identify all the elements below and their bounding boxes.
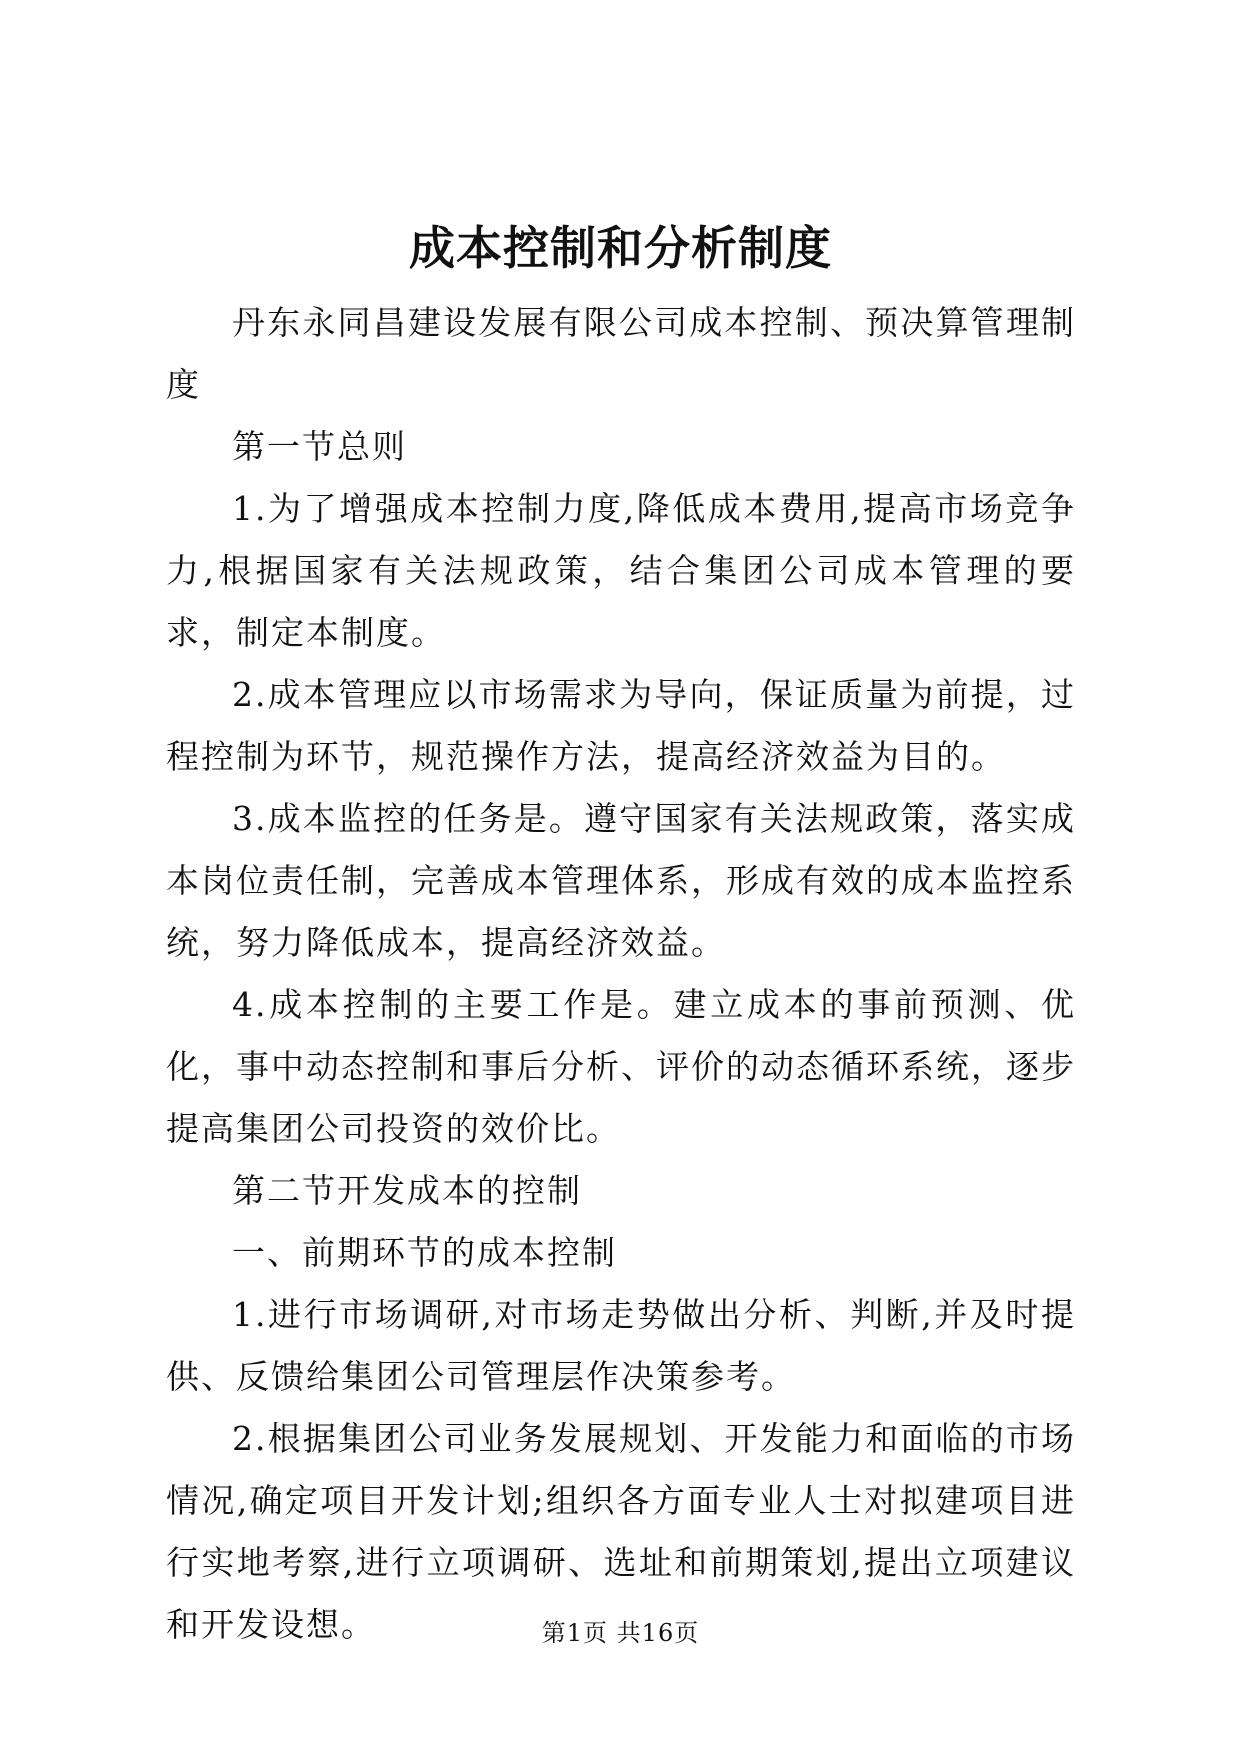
subsection-heading-1: 一、前期环节的成本控制 xyxy=(232,1233,617,1272)
document-title: 成本控制和分析制度 xyxy=(409,221,832,275)
document-body xyxy=(166,292,1076,1656)
paragraph-6: 2.根据集团公司业务发展规划、开发能力和面临的市场情况,确定项目开发计划;组织各方面专业人士对拟建项目进行实地考察,进行立项调研、选址和前期策划,提出立项建议和开发设想。 xyxy=(166,1419,1076,1644)
paragraph-1: 1.为了增强成本控制力度,降低成本费用,提高市场竞争力,根据国家有关法规政策，结合集团公司成本管理的要求，制定本制度。 xyxy=(166,489,1076,652)
page-footer: 第1页 共16页 xyxy=(541,1619,700,1647)
paragraph-3: 3.成本监控的任务是。遵守国家有关法规政策，落实成本岗位责任制，完善成本管理体系，形成有效的成本监控系统，努力降低成本，提高经济效益。 xyxy=(166,799,1076,962)
section-heading-2: 第二节开发成本的控制 xyxy=(232,1171,582,1210)
paragraph-2: 2.成本管理应以市场需求为导向，保证质量为前提，过程控制为环节，规范操作方法，提高经济效益为目的。 xyxy=(166,675,1076,776)
paragraph-4: 4.成本控制的主要工作是。建立成本的事前预测、优化，事中动态控制和事后分析、评价的动态循环系统，逐步提高集团公司投资的效价比。 xyxy=(166,985,1076,1148)
paragraph-subtitle: 丹东永同昌建设发展有限公司成本控制、预决算管理制度 xyxy=(166,303,1076,404)
paragraph-5: 1.进行市场调研,对市场走势做出分析、判断,并及时提供、反馈给集团公司管理层作决策参考。 xyxy=(166,1295,1076,1396)
section-heading-1: 第一节总则 xyxy=(232,427,407,466)
